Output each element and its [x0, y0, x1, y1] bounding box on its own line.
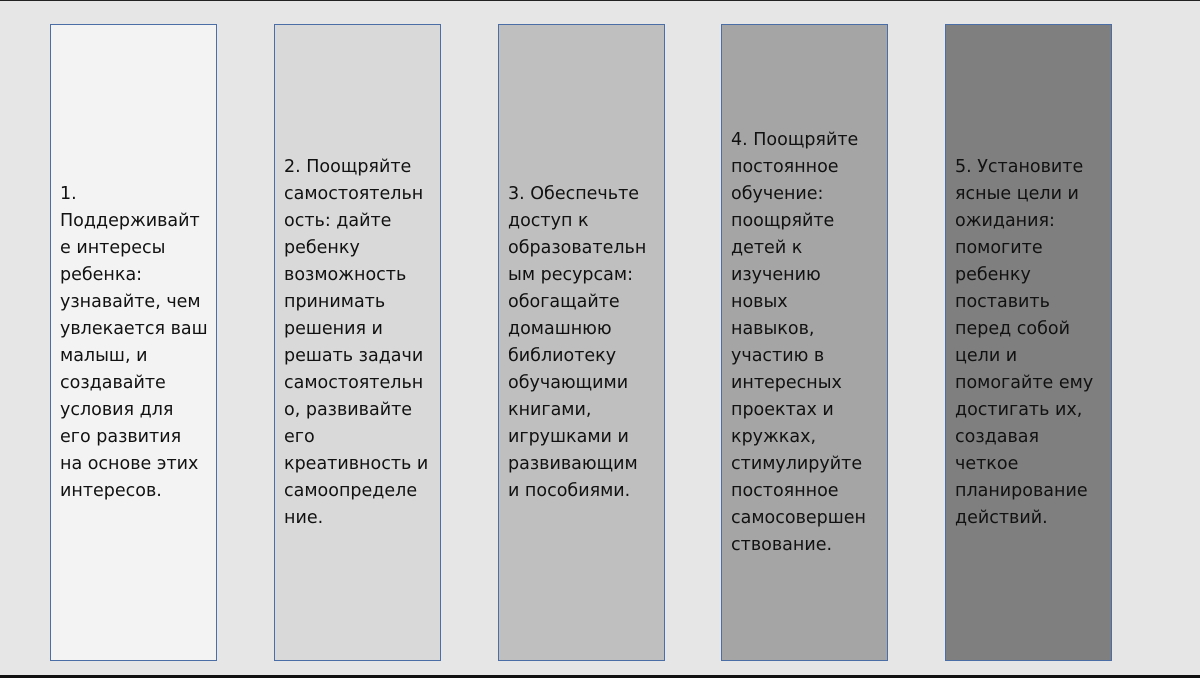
panel-1-text: 1. Поддерживайт е интересы ребенка: узнавайте, чем увлекается ваш малыш, и создавайте условия для его развития на основе этих интересов.: [60, 183, 208, 501]
panel-2: [274, 24, 441, 661]
panel-4: [721, 24, 888, 661]
panel-5: [945, 24, 1112, 661]
panel-1: [50, 24, 217, 661]
panel-2-text: 2. Поощряйте самостоятельн ость: дайте ребенку возможность принимать решения и решать задачи самостоятельн о, развивайте его креативность и самоопределе ние.: [284, 156, 429, 528]
panel-3-text: 3. Обеспечьте доступ к образовательн ым ресурсам: обогащайте домашнюю библиотеку обучающими книгами, игрушками и развивающим и пособиями.: [508, 183, 647, 501]
panel-4-text: 4. Поощряйте постоянное обучение: поощряйте детей к изучению новых навыков, участию в интересных проектах и кружках, стимулируйте постоянное самосовершен ствование.: [731, 129, 866, 555]
panel-5-text: 5. Установите ясные цели и ожидания: помогите ребенку поставить перед собой цели и помогайте ему достигать их, создавая четкое планирование действий.: [955, 156, 1094, 528]
panel-3: [498, 24, 665, 661]
